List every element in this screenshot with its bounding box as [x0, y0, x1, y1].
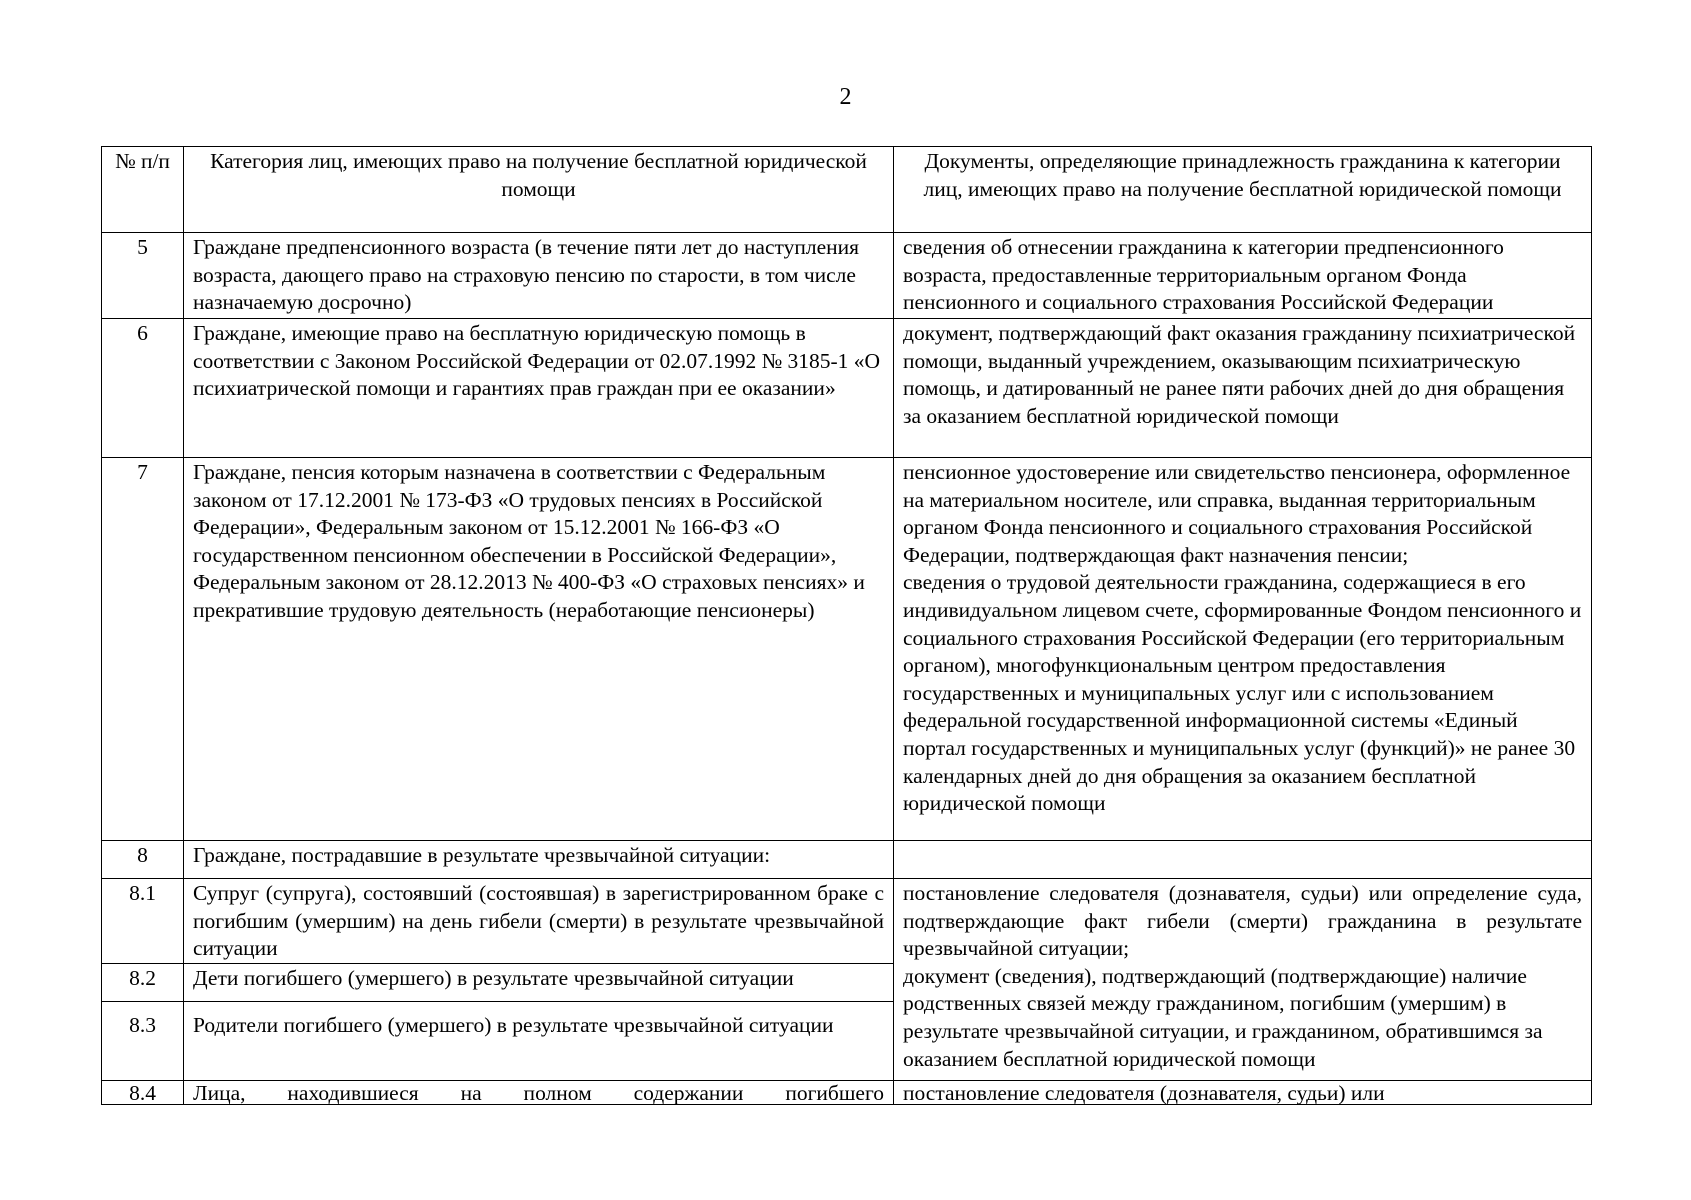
table-row — [102, 879, 1592, 964]
page-number: 2 — [839, 84, 852, 110]
row-category: Граждане, пострадавшие в результате чрезвычайной ситуации: — [184, 841, 894, 879]
row-number: 8.4 — [102, 1080, 184, 1104]
row-number: 8.3 — [102, 1001, 184, 1080]
documents-paragraph: документ (сведения), подтверждающий (подтверждающие) наличие родственных связей между гражданином, погибшим (умершим) в результате чрезвычайной ситуации, и гражданином, обратившимся за оказанием бесплатной юридической помощи — [903, 963, 1543, 1071]
row-documents — [894, 458, 1592, 841]
row-category: Родители погибшего (умершего) в результате чрезвычайной ситуации — [184, 1001, 894, 1080]
row-category: Граждане, пенсия которым назначена в соответствии с Федеральным законом от 17.12.2001 № 173-ФЗ «О трудовых пенсиях в Российской Федерации», Федеральным законом от 15.12.2001 № 166-ФЗ «О государственном пенсионном обеспечении в Российской Федерации», Федеральным законом от 28.12.2013 № 400-ФЗ «О страховых пенсиях» и прекратившие трудовую деятельность (неработающие пенсионеры) — [184, 458, 894, 841]
row-documents: постановление следователя (дознавателя, судьи) или — [894, 1080, 1592, 1104]
row-documents — [894, 841, 1592, 879]
table-row — [102, 458, 1592, 841]
row-category: Граждане предпенсионного возраста (в течение пяти лет до наступления возраста, дающего право на страховую пенсию по старости, в том числе назначаемую досрочно) — [184, 233, 894, 319]
row-number: 5 — [102, 233, 184, 319]
table-header-row — [102, 147, 1592, 233]
documents-paragraph: сведения о трудовой деятельности гражданина, содержащиеся в его индивидуальном лицевом счете, сформированные Фондом пенсионного и социального страхования Российской Федерации (его территориальным органом), многофункциональным центром предоставления государственных и муниципальных услуг или с использованием федеральной государственной информационной системы «Единый портал государственных и муниципальных услуг (функций)» не ранее 30 календарных дней до дня обращения за оказанием бесплатной юридической помощи — [903, 570, 1582, 816]
table-row — [102, 319, 1592, 458]
row-category: Супруг (супруга), состоявший (состоявшая) в зарегистрированном браке с погибшим (умершим) на день гибели (смерти) в результате чрезвычайной ситуации — [184, 879, 894, 964]
header-documents: Документы, определяющие принадлежность гражданина к категории лиц, имеющих право на получение бесплатной юридической помощи — [894, 147, 1592, 233]
row-number: 6 — [102, 319, 184, 458]
row-number: 8.1 — [102, 879, 184, 964]
row-documents-merged — [894, 879, 1592, 1081]
header-number: № п/п — [102, 147, 184, 233]
table-row — [102, 841, 1592, 879]
row-category: Дети погибшего (умершего) в результате чрезвычайной ситуации — [184, 963, 894, 1001]
table-row — [102, 1080, 1592, 1104]
legal-aid-table — [101, 146, 1592, 1105]
row-number: 8.2 — [102, 963, 184, 1001]
row-documents: сведения об отнесении гражданина к категории предпенсионного возраста, предоставленные территориальным органом Фонда пенсионного и социального страхования Российской Федерации — [894, 233, 1592, 319]
table-row — [102, 233, 1592, 319]
row-documents: документ, подтверждающий факт оказания гражданину психиатрической помощи, выданный учреждением, оказывающим психиатрическую помощь, и датированный не ранее пяти рабочих дней до дня обращения за оказанием бесплатной юридической помощи — [894, 319, 1592, 458]
row-number: 8 — [102, 841, 184, 879]
row-category: Лица, находившиеся на полном содержании погибшего — [184, 1080, 894, 1104]
header-category: Категория лиц, имеющих право на получение бесплатной юридической помощи — [184, 147, 894, 233]
row-number: 7 — [102, 458, 184, 841]
row-category: Граждане, имеющие право на бесплатную юридическую помощь в соответствии с Законом Российской Федерации от 02.07.1992 № 3185-1 «О психиатрической помощи и гарантиях прав граждан при ее оказании» — [184, 319, 894, 458]
documents-paragraph: постановление следователя (дознавателя, судьи) или определение суда, подтверждающие факт гибели (смерти) гражданина в результате чрезвычайной ситуации; — [903, 881, 1582, 961]
documents-paragraph: пенсионное удостоверение или свидетельство пенсионера, оформленное на материальном носителе, или справка, выданная территориальным органом Фонда пенсионного и социального страхования Российской Федерации, подтверждающая факт назначения пенсии; — [903, 460, 1571, 567]
